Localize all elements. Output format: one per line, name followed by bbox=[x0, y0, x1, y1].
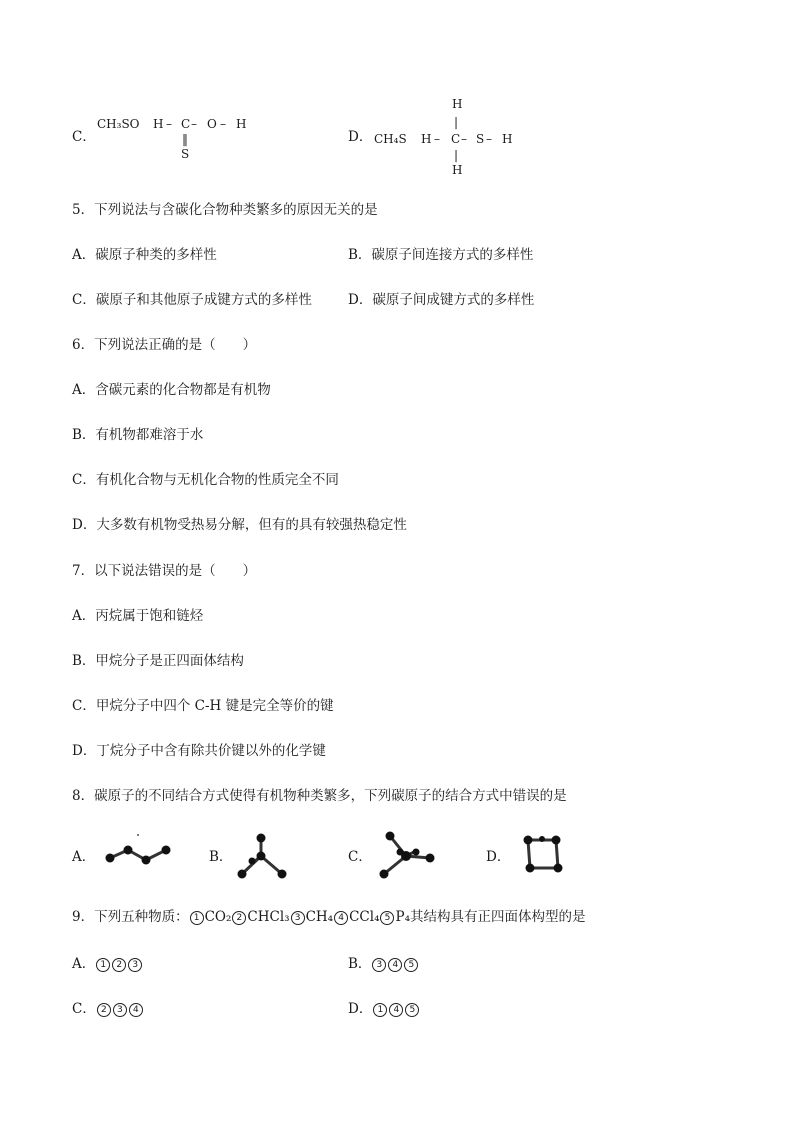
q9-item-4: CCl₄ bbox=[349, 909, 380, 925]
c-struct-h-left: H bbox=[153, 117, 164, 131]
q4-option-c-formula: CH₃SO bbox=[97, 117, 140, 131]
q9-option-c bbox=[72, 1000, 144, 1018]
q4-option-d-formula: CH₄S bbox=[374, 132, 407, 146]
d-struct-bond-2: – bbox=[461, 132, 467, 146]
q6-stem: 6．下列说法正确的是（ ） bbox=[72, 337, 257, 353]
q7-option-a: A．丙烷属于饱和链烃 bbox=[72, 608, 204, 624]
q9-option-b-label: B． bbox=[348, 956, 372, 972]
d-struct-bond-3: – bbox=[486, 132, 492, 146]
q9-option-a-num-1: 1 bbox=[96, 958, 110, 972]
q9-item-3: CH₄ bbox=[305, 909, 334, 925]
d-struct-v-bond-bottom: | bbox=[454, 148, 459, 162]
q4-option-c-label: C． bbox=[72, 129, 96, 145]
d-struct-h-left: H bbox=[421, 132, 432, 146]
q9-option-c-label: C． bbox=[72, 1001, 96, 1017]
q7-option-c: C．甲烷分子中四个 C-H 键是完全等价的键 bbox=[72, 698, 334, 714]
q9-option-d-num-3: 5 bbox=[405, 1003, 419, 1017]
q9-item-3-number: 3 bbox=[291, 911, 305, 925]
q9-stem-suffix: 其结构具有正四面体构型的是 bbox=[409, 909, 586, 925]
q9-option-d bbox=[348, 1000, 420, 1018]
q9-item-4-number: 4 bbox=[334, 911, 348, 925]
q8-option-d-ring-model bbox=[518, 830, 570, 878]
q7-option-b: B．甲烷分子是正四面体结构 bbox=[72, 653, 244, 669]
q9-option-d-num-2: 4 bbox=[389, 1003, 403, 1017]
c-struct-sulfur: S bbox=[181, 147, 190, 161]
c-struct-bond-1: – bbox=[166, 117, 172, 131]
c-struct-carbon: C bbox=[181, 117, 191, 131]
q6-option-d: D．大多数有机物受热易分解，但有的具有较强热稳定性 bbox=[72, 517, 407, 533]
q7-stem: 7．以下说法错误的是（ ） bbox=[72, 563, 257, 579]
q9-option-c-num-3: 4 bbox=[129, 1003, 143, 1017]
q9-item-5: P₄ bbox=[395, 909, 410, 925]
q9-option-a-num-3: 3 bbox=[128, 958, 142, 972]
c-struct-oxygen: O bbox=[207, 117, 217, 131]
q9-option-d-num-1: 1 bbox=[373, 1003, 387, 1017]
q6-option-a: A．含碳元素的化合物都是有机物 bbox=[72, 382, 271, 398]
d-struct-bond-1: – bbox=[434, 132, 440, 146]
c-struct-h-right: H bbox=[236, 117, 247, 131]
q5-stem: 5．下列说法与含碳化合物种类繁多的原因无关的是 bbox=[72, 202, 378, 218]
q8-option-c-star-model bbox=[372, 826, 448, 882]
q9-stem bbox=[72, 908, 585, 926]
q8-option-d-label: D． bbox=[486, 849, 511, 865]
d-struct-h-right: H bbox=[502, 132, 513, 146]
q9-item-5-number: 5 bbox=[380, 911, 394, 925]
q9-option-c-num-2: 3 bbox=[113, 1003, 127, 1017]
c-struct-bond-3: – bbox=[220, 117, 226, 131]
d-struct-carbon: C bbox=[451, 132, 461, 146]
q5-option-a: A．碳原子种类的多样性 bbox=[72, 247, 217, 263]
q8-option-b-branched-model bbox=[232, 830, 292, 884]
d-struct-sulfur: S bbox=[476, 132, 485, 146]
q9-item-2-number: 2 bbox=[232, 911, 246, 925]
c-struct-bond-2: – bbox=[191, 117, 197, 131]
q9-option-a-label: A． bbox=[72, 956, 96, 972]
q9-option-b-num-2: 4 bbox=[388, 958, 402, 972]
q9-option-d-label: D． bbox=[348, 1001, 373, 1017]
q9-item-2: CHCl₃ bbox=[247, 909, 290, 925]
q9-item-1-number: 1 bbox=[190, 911, 204, 925]
q9-option-b bbox=[348, 955, 419, 973]
q8-option-a-chain-model bbox=[100, 830, 180, 870]
q9-option-b-num-3: 5 bbox=[404, 958, 418, 972]
q5-option-c: C．碳原子和其他原子成键方式的多样性 bbox=[72, 292, 312, 308]
q9-item-1: CO₂ bbox=[204, 909, 232, 925]
q5-option-b: B．碳原子间连接方式的多样性 bbox=[348, 247, 534, 263]
q6-option-b: B．有机物都难溶于水 bbox=[72, 427, 204, 443]
q9-option-c-num-1: 2 bbox=[97, 1003, 111, 1017]
q6-option-c: C．有机化合物与无机化合物的性质完全不同 bbox=[72, 472, 339, 488]
q7-option-d: D．丁烷分子中含有除共价键以外的化学键 bbox=[72, 743, 326, 759]
q8-option-b-label: B． bbox=[209, 849, 233, 865]
q9-stem-prefix: 9．下列五种物质： bbox=[72, 909, 189, 925]
d-struct-v-bond-top: | bbox=[454, 115, 459, 129]
c-struct-double-bond: ‖ bbox=[182, 132, 188, 146]
d-struct-h-bottom: H bbox=[452, 163, 463, 177]
q9-option-a bbox=[72, 955, 143, 973]
q5-option-d: D．碳原子间成键方式的多样性 bbox=[348, 292, 535, 308]
q9-option-b-num-1: 3 bbox=[372, 958, 386, 972]
q8-option-c-label: C． bbox=[348, 849, 372, 865]
q8-option-a-label: A． bbox=[72, 849, 96, 865]
q9-option-a-num-2: 2 bbox=[112, 958, 126, 972]
q4-option-d-label: D． bbox=[348, 129, 373, 145]
d-struct-h-top: H bbox=[452, 97, 463, 111]
q8-stem: 8．碳原子的不同结合方式使得有机物种类繁多，下列碳原子的结合方式中错误的是 bbox=[72, 788, 567, 804]
